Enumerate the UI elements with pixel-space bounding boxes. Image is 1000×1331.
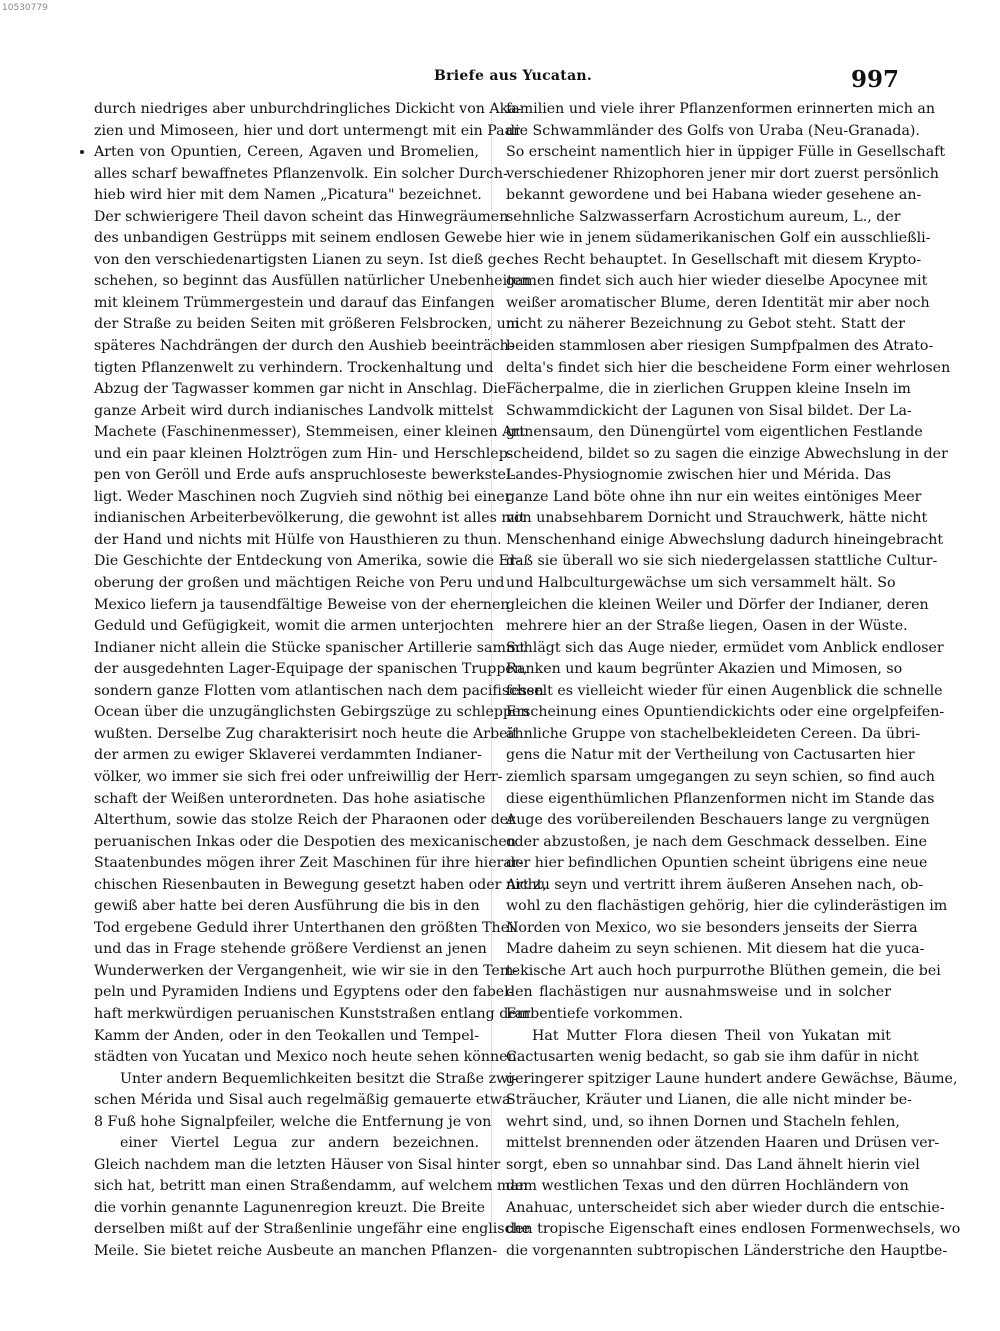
text-line: Erscheinung eines Opuntiendickichts oder eine orgelpfeifen- (506, 704, 945, 721)
text-line: peln und Pyramiden Indiens und Egyptens oder den fabel- (94, 984, 514, 1001)
text-line: Tod ergebene Geduld ihrer Unterthanen den größten Theil (94, 919, 519, 936)
text-line: verschiedener Rhizophoren jener mir dort zuerst persönlich (506, 165, 939, 182)
text-line: den tropische Eigenschaft eines endlosen Formenwechsels, wo (506, 1221, 961, 1238)
text-line: mit kleinem Trümmergestein und darauf das Einfangen (94, 294, 495, 311)
text-line: Alterthum, sowie das stolze Reich der Pharaonen oder der (94, 812, 515, 829)
text-line: gewiß aber hatte bei deren Ausführung die bis in den (94, 898, 480, 915)
text-line: diese eigenthümlichen Pflanzenformen nicht im Stande das (506, 790, 935, 807)
text-line: sehnliche Salzwasserfarn Acrostichum aureum, L., der (506, 208, 901, 225)
text-line: ähnliche Gruppe von stachelbekleideten Cereen. Da übri- (506, 725, 921, 742)
text-line: und Halbculturgewächse um sich versammelt hält. So (506, 575, 896, 592)
text-line: Machete (Faschinenmesser), Stemmeisen, einer kleinen Art (94, 424, 525, 441)
text-line: die vorgenannten subtropischen Länderstriche den Hauptbe- (506, 1242, 948, 1259)
text-line: Abzug der Tagwasser kommen gar nicht in Anschlag. Die (94, 381, 507, 398)
text-line: späteres Nachdrängen der durch den Aushieb beeinträch- (94, 338, 514, 355)
text-line: ziemlich sparsam umgegangen zu seyn schien, so find auch (506, 768, 935, 785)
text-line: einer Viertel Legua zur andern bezeichnen. (120, 1135, 479, 1152)
text-line: ganze Land böte ohne ihn nur ein weites eintöniges Meer (506, 488, 922, 505)
text-line: pen von Geröll und Erde aufs anspruchloseste bewerkstel- (94, 467, 516, 484)
text-line: mittelst brennenden oder ätzenden Haaren und Drüsen ver- (506, 1135, 940, 1152)
text-line: der Hand und nichts mit Hülfe von Hausthieren zu thun. (94, 531, 502, 548)
text-line: den flachästigen nur ausnahmsweise und in solcher (506, 984, 891, 1001)
text-line: chischen Riesenbauten in Bewegung gesetzt haben oder nicht, (94, 876, 547, 893)
text-line: die vorhin genannte Lagunenregion kreuzt. Die Breite (94, 1199, 486, 1216)
text-line: Staatenbundes mögen ihrer Zeit Maschinen für ihre hierar- (94, 855, 524, 872)
text-line: Der schwierigere Theil davon scheint das Hinwegräumen (94, 208, 509, 225)
text-line: hier wie in jenem südamerikanischen Golf ein ausschließli- (506, 230, 931, 247)
text-line: Meile. Sie bietet reiche Ausbeute an manchen Pflanzen- (94, 1242, 498, 1259)
text-line: der armen zu ewiger Sklaverei verdammten Indianer- (94, 747, 482, 764)
text-line: städten von Yucatan und Mexico noch heute sehen können. (94, 1049, 522, 1066)
text-line: nicht zu näherer Bezeichnung zu Gebot steht. Statt der (506, 316, 905, 333)
text-line: gens die Natur mit der Vertheilung von Cactusarten hier (506, 747, 915, 764)
text-line: schaft der Weißen unterordneten. Das hohe asiatische (94, 790, 486, 807)
text-line: So erscheint namentlich hier in üppiger Fülle in Gesellschaft (506, 144, 946, 161)
text-line: der ausgedehnten Lager-Equipage der spanischen Truppen, (94, 661, 528, 678)
text-line: ganze Arbeit wird durch indianisches Landvolk mittelst (94, 402, 494, 419)
text-line: von den verschiedenartigsten Lianen zu seyn. Ist dieß ge- (94, 251, 510, 268)
text-line: Wunderwerken der Vergangenheit, wie wir sie in den Tem- (94, 962, 519, 979)
text-line: Kamm der Anden, oder in den Teokallen und Tempel- (94, 1027, 479, 1044)
text-line: derselben mißt auf der Straßenlinie ungefähr eine englische (94, 1221, 531, 1238)
text-line: hieb wird hier mit dem Namen „Picatura" bezeichnet. (94, 187, 482, 204)
text-line: dem westlichen Texas und den dürren Hochländern von (506, 1178, 909, 1195)
page-number: 997 (851, 66, 900, 93)
text-line: gunensaum, den Dünengürtel vom eigentlichen Festlande (506, 424, 923, 441)
text-line: Anahuac, unterscheidet sich aber wieder durch die entschie- (506, 1199, 945, 1216)
text-line: oberung der großen und mächtigen Reiche von Peru und (94, 575, 505, 592)
text-line: delta's findet sich hier die bescheidene Form einer wehrlosen (506, 359, 951, 376)
text-line: von unabsehbarem Dornicht und Strauchwerk, hätte nicht (506, 510, 928, 527)
text-line: indianischen Arbeiterbevölkerung, die gewohnt ist alles mit (94, 510, 526, 527)
text-line: Schwammdickicht der Lagunen von Sisal bildet. Der La- (506, 402, 912, 419)
text-line: schen Mérida und Sisal auch regelmäßig gemauerte etwa (94, 1092, 511, 1109)
text-line: Mexico liefern ja tausendfältige Beweise von der ehernen (94, 596, 510, 613)
text-line: fesselt es vielleicht wieder für einen Augenblick die schnelle (506, 682, 943, 699)
text-line: durch niedriges aber unburchdringliches Dickicht von Aka- (94, 101, 522, 117)
text-line: alles scharf bewaffnetes Pflanzenvolk. Ein solcher Durch- (94, 165, 508, 182)
text-line: Geduld und Gefügigkeit, womit die armen unterjochten (94, 618, 494, 635)
text-line: völker, wo immer sie sich frei oder unfreiwillig der Herr- (94, 768, 503, 785)
text-line: gamen findet sich auch hier wieder dieselbe Apocynee mit (506, 273, 928, 290)
text-line: Schlägt sich das Auge nieder, ermüdet vom Anblick endloser (506, 639, 944, 656)
text-line: geringerer spitziger Laune hundert andere Gewächse, Bäume, (506, 1070, 958, 1087)
text-line: mehrere hier an der Straße liegen, Oasen in der Wüste. (506, 618, 908, 635)
text-line: Unter andern Bequemlichkeiten besitzt die Straße zwi- (120, 1070, 518, 1087)
text-line: Farbentiefe vorkommen. (506, 1005, 683, 1022)
text-line: weißer aromatischer Blume, deren Identität mir aber noch (506, 294, 930, 311)
text-line: gleichen die kleinen Weiler und Dörfer der Indianer, deren (506, 596, 929, 613)
text-line: bekannt gewordene und bei Habana wieder gesehene an- (506, 187, 922, 204)
text-line: Ocean über die unzugänglichsten Gebirgszüge zu schleppen (94, 704, 530, 721)
scan-id: 10530779 (2, 3, 48, 13)
text-line: oder abzustoßen, je nach dem Geschmack desselben. Eine (506, 833, 928, 850)
margin-dot (80, 150, 84, 154)
text-line: Auge des vorübereilenden Beschauers lange zu vergnügen (506, 812, 930, 829)
text-line: des unbandigen Gestrüpps mit seinem endlosen Gewebe (94, 230, 503, 247)
text-line: 8 Fuß hohe Signalpfeiler, welche die Entfernung je von (94, 1113, 492, 1130)
text-line: Madre daheim zu seyn schienen. Mit diesem hat die yuca- (506, 941, 925, 958)
text-line: tekische Art auch hoch purpurrothe Blüthen gemein, die bei (506, 962, 941, 979)
text-line: daß sie überall wo sie sich niedergelassen stattliche Cultur- (506, 553, 938, 570)
text-line: sondern ganze Flotten vom atlantischen nach dem pacifischen (94, 682, 544, 699)
text-line: und ein paar kleinen Holztrögen zum Hin- und Herschlep- (94, 445, 513, 462)
text-line: peruanischen Inkas oder die Despotien des mexicanischen (94, 833, 516, 850)
right-column (506, 99, 961, 1263)
text-line: Norden von Mexico, wo sie besonders jenseits der Sierra (506, 919, 918, 936)
text-line: wußten. Derselbe Zug charakterisirt noch heute die Arbeit (94, 725, 518, 742)
text-line: Indianer nicht allein die Stücke spanischer Artillerie sammt (94, 639, 526, 656)
text-line: Menschenhand einige Abwechslung dadurch hineingebracht (506, 531, 944, 548)
text-line: Sträucher, Kräuter und Lianen, die alle nicht minder be- (506, 1092, 912, 1109)
text-line: der hier befindlichen Opuntien scheint übrigens eine neue (506, 855, 928, 872)
text-line: Cactusarten wenig bedacht, so gab sie ihm dafür in nicht (506, 1049, 919, 1066)
text-line: Art zu seyn und vertritt ihrem äußeren Ansehen nach, ob- (506, 876, 924, 893)
text-line: wohl zu den flachästigen gehörig, hier die cylinderästigen im (506, 898, 948, 915)
text-line: tigten Pflanzenwelt zu verhindern. Trockenhaltung und (94, 359, 494, 376)
text-line: familien und viele ihrer Pflanzenformen erinnerten mich an (506, 101, 935, 117)
text-line: schehen, so beginnt das Ausfüllen natürlicher Unebenheiten (94, 273, 531, 290)
text-line: Arten von Opuntien, Cereen, Agaven und Bromelien, (94, 144, 479, 161)
text-line: ches Recht behauptet. In Gesellschaft mit diesem Krypto- (506, 251, 922, 268)
text-line: und das in Frage stehende größere Verdienst an jenen (94, 941, 487, 958)
text-line: wehrt sind, und, so ihnen Dornen und Stacheln fehlen, (506, 1113, 900, 1130)
text-line: sich hat, betritt man einen Straßendamm, auf welchem man (94, 1178, 528, 1195)
text-line: zien und Mimoseen, hier und dort untermengt mit ein Paar (94, 122, 520, 139)
left-column (94, 99, 547, 1263)
text-line: ligt. Weder Maschinen noch Zugvieh sind nöthig bei einer (94, 488, 512, 505)
text-line: Fächerpalme, die in zierlichen Gruppen kleine Inseln im (506, 381, 911, 398)
text-line: Hat Mutter Flora diesen Theil von Yukatan mit (532, 1027, 891, 1044)
text-line: der Straße zu beiden Seiten mit größeren Felsbrocken, um (94, 316, 520, 333)
text-line: scheidend, bildet so zu sagen die einzige Abwechslung in der (506, 445, 948, 462)
text-line: Ranken und kaum begrünter Akazien und Mimosen, so (506, 661, 903, 678)
running-head: Briefe aus Yucatan. (434, 68, 593, 84)
text-line: haft merkwürdigen peruanischen Kunststraßen entlang dem (94, 1005, 531, 1022)
text-line: beiden stammlosen aber riesigen Sumpfpalmen des Atrato- (506, 338, 934, 355)
text-line: Landes-Physiognomie zwischen hier und Mérida. Das (506, 467, 891, 484)
text-line: Die Geschichte der Entdeckung von Amerika, sowie die Er- (94, 553, 521, 570)
text-line: sorgt, eben so unnahbar sind. Das Land ähnelt hierin viel (506, 1156, 920, 1173)
text-line: Gleich nachdem man die letzten Häuser von Sisal hinter (94, 1156, 501, 1173)
text-line: die Schwammländer des Golfs von Uraba (Neu-Granada). (506, 122, 920, 139)
